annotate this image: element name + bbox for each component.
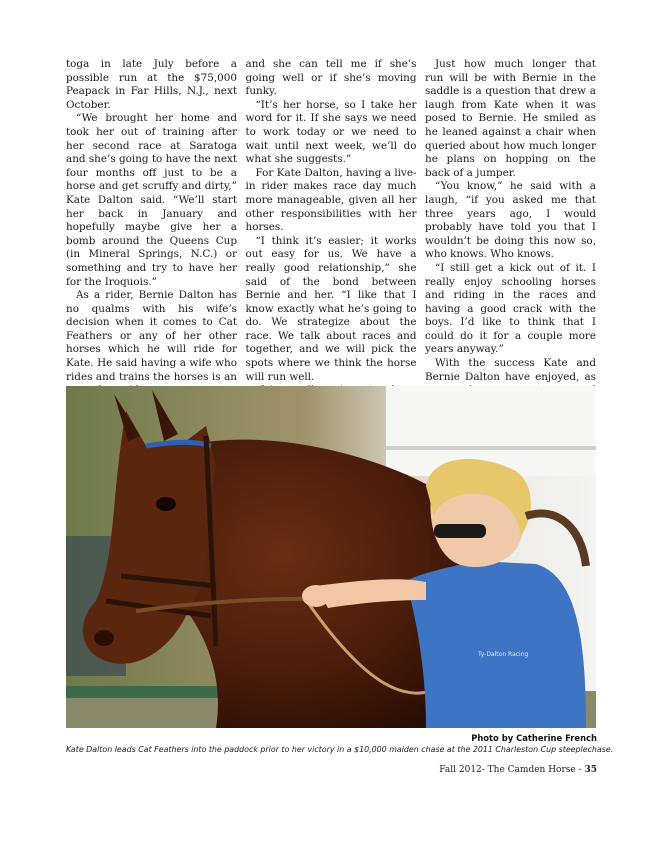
page-footer	[439, 765, 597, 775]
hand	[302, 585, 330, 607]
paragraph: and she can tell me if she’s going well or if she’s moving funky.	[245, 58, 417, 98]
article-column-3	[425, 58, 596, 383]
page-number: 35	[584, 765, 597, 775]
article-photo	[66, 386, 596, 728]
shirt	[406, 561, 586, 728]
paragraph: “It’s her horse, so I take her word for it. If she says we need to work today or we need to wait until next week, we’ll do what she suggests.”	[245, 98, 417, 166]
paragraph: “I think it’s easier; it works out easy for us. We have a really good relationship,” she said of the bond between Bernie and her. “I like that I know exactly what he’s going to do. We strategize about the race. We talk about races and together, and we will pick the spots where we think the horse will run well.	[245, 234, 417, 383]
paragraph: For Kate Dalton, having a live-in rider makes race day much more manageable, given all her other responsibilities with her horses.	[245, 166, 417, 234]
article-body	[66, 58, 596, 383]
article-column-2	[245, 58, 417, 383]
paragraph: toga in late July before a possible run at the $75,000 Peapack in Far Hills, N.J., next October.	[66, 58, 237, 111]
shirt-logo: Ty-Dalton Racing	[478, 651, 529, 658]
article-column-1	[66, 58, 237, 383]
sunglasses-icon	[434, 524, 486, 538]
paragraph-text: With the success Kate and Bernie Dalton have enjoyed, as	[425, 357, 596, 383]
paragraph: As a rider, Bernie Dalton has no qualms with his wife’s decision when it comes to Cat Feathers or any of her other horses which he will ride for Kate. He said having a wife who rides and trains the horses is an	[66, 289, 237, 383]
issue-line: Fall 2012- The Camden Horse -	[439, 765, 585, 775]
photo-caption: Kate Dalton leads Cat Feathers into the paddock prior to her victory in a $10,000 maiden chase at the 2011 Charleston Cup steeplechase.	[66, 745, 614, 754]
paragraph: “You know,” he said with a laugh, “if you asked me that three years ago, I would probably have told you that I wouldn’t be doing this now so, who knows. Who knows.	[425, 180, 596, 261]
paragraph: “We brought her home and took her out of training after her second race at Saratoga and she’s going to have the next four months off just to be a horse and get scruffy and dirty,” Kate Dalton said. “We’ll start her back in January and hopefully maybe give her a bomb around the Queens Cup (in Mineral Springs, N.C.) or something and try to have her for the Iroquois.”	[66, 112, 237, 288]
paragraph: Just how much longer that run will be with Bernie in the saddle is a question that drew a laugh from Kate when it was posed to Bernie. He smiled as he leaned against a chair when queried about how much longer he plans on hopping on the back of a jumper.	[425, 58, 596, 179]
photo-credit: Photo by Catherine French	[471, 733, 597, 743]
horse-eye	[156, 497, 176, 511]
paragraph: “I still get a kick out of it. I really enjoy schooling horses and riding in the races and having a good crack with the boys. I’d like to think that I could do it for a couple more years anyway.”	[425, 261, 596, 356]
tent-edge	[386, 446, 596, 450]
horse-and-rider-illustration	[66, 386, 596, 728]
horse-nostril	[94, 630, 114, 646]
